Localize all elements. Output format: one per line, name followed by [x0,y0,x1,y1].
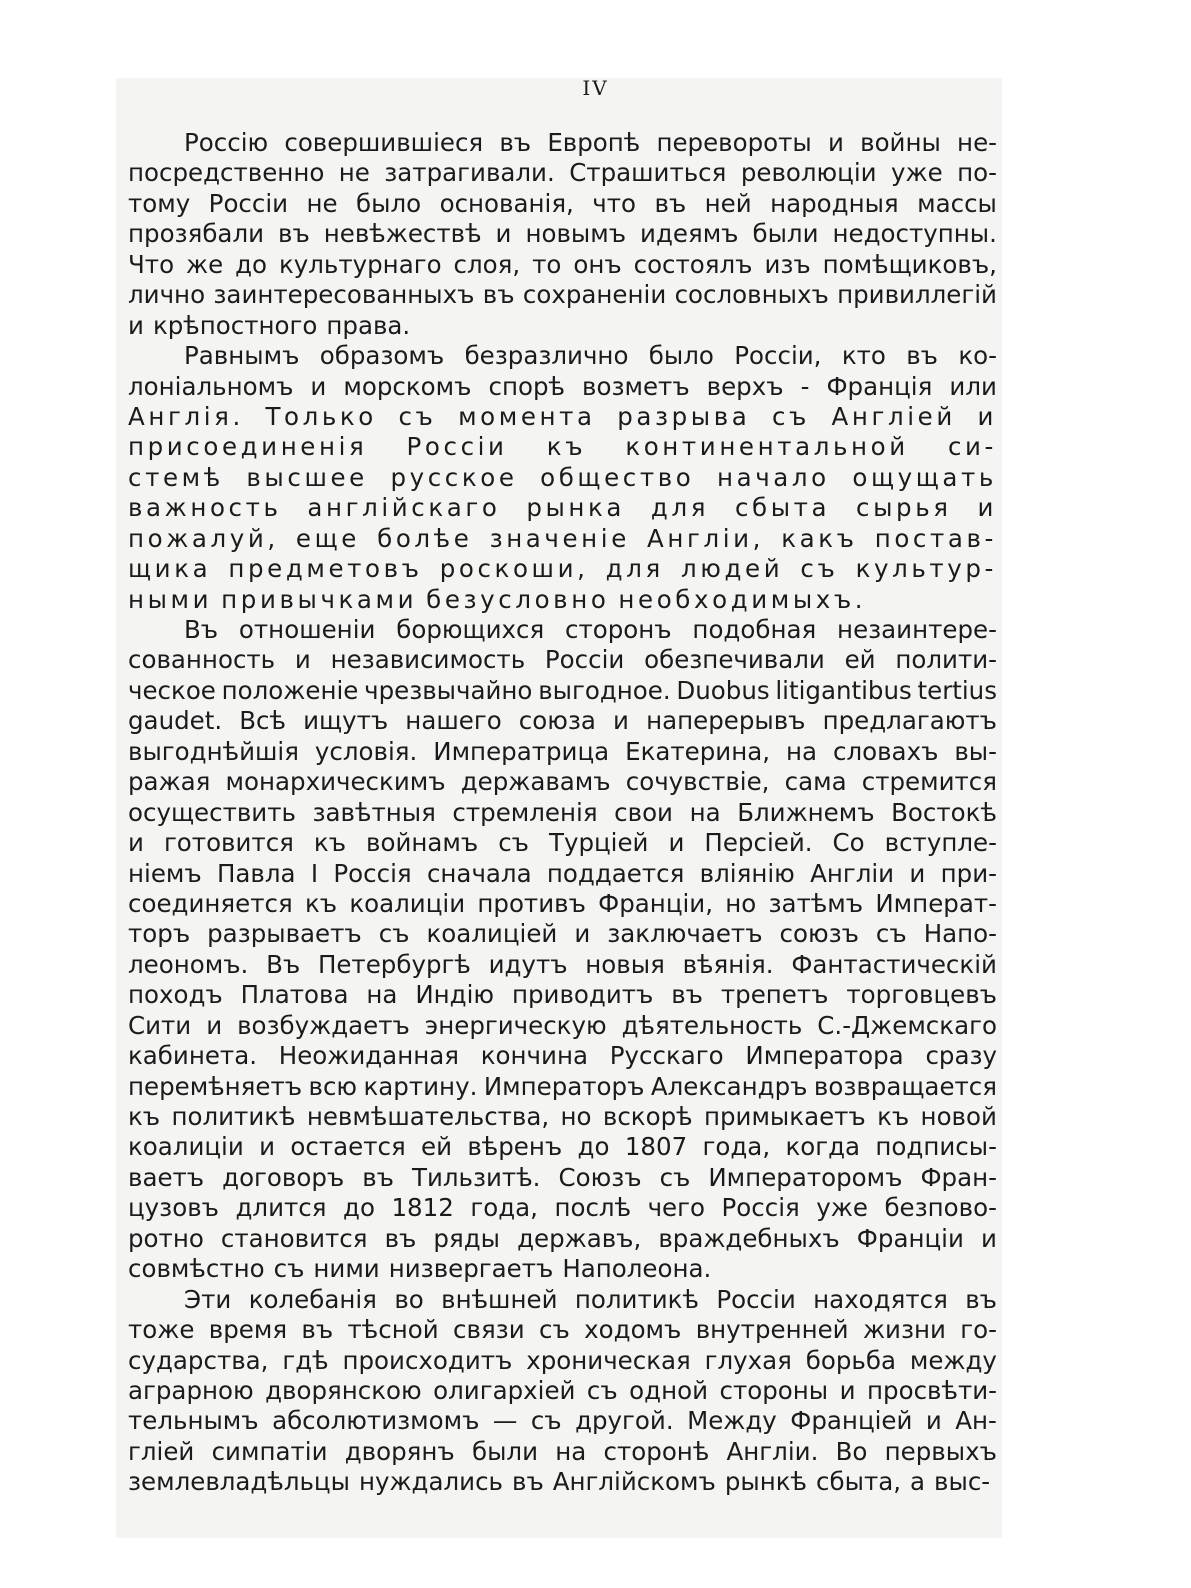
text-line: выгоднѣйшія условія. Императрица Екатерина, на словахъ вы- [128,736,997,766]
text-line: щика предметовъ роскоши, для людей съ культур- [128,554,997,584]
page-number: IV [582,76,609,100]
text-line: gaudet. Всѣ ищутъ нашего союза и наперерывъ предлагаютъ [128,706,997,736]
text-line: важность англійскаго рынка для сбыта сырья и [128,493,997,523]
text-line: ваетъ договоръ въ Тильзитѣ. Союзъ съ Императоромъ Фран- [128,1162,997,1192]
text-line: присоединенія Россіи къ континентальной си- [128,432,997,462]
text-line: соединяется къ коалиціи противъ Франціи, но затѣмъ Императ- [128,888,997,918]
text-line: тоже время въ тѣсной связи съ ходомъ внутренней жизни го- [128,1315,997,1345]
text-line: перемѣняетъ всю картину. Императоръ Александръ возвращается [128,1071,997,1101]
paragraph [128,128,997,341]
paragraph [128,341,997,615]
text-line: тельнымъ абсолютизмомъ — съ другой. Между Франціей и Ан- [128,1406,997,1436]
text-line: Эти колебанія во внѣшней политикѣ Россіи находятся въ [184,1284,997,1314]
text-line: Англія. Только съ момента разрыва съ Англіей и [128,401,997,431]
text-line: Сити и возбуждаетъ энергическую дѣятельность С.-Джемскаго [128,1010,997,1040]
text-line: ными привычками безусловно необходимыхъ. [128,584,867,614]
text-line: и крѣпостного права. [128,310,411,340]
text-line: Россію совершившіеся въ Европѣ перевороты и войны не- [184,128,997,157]
text-line: аграрною дворянскою олигархіей съ одной стороны и просвѣти- [128,1375,997,1405]
text-line: тому Россіи не было основанія, что въ ней народныя массы [128,188,997,218]
paragraph [128,1285,997,1498]
text-line: гліей симпатіи дворянъ были на сторонѣ Англіи. Во первыхъ [128,1436,997,1466]
text-line: лоніальномъ и морскомъ спорѣ возметъ верхъ - Франція или [128,371,997,401]
text-line: посредственно не затрагивали. Страшиться революціи уже по- [128,158,997,188]
text-line: къ политикѣ невмѣшательства, но вскорѣ примыкаетъ къ новой [128,1102,997,1131]
text-line: Въ отношеніи борющихся сторонъ подобная незаинтере- [184,615,997,644]
text-line: сованность и независимость Россіи обезпечивали ей полити- [128,645,997,675]
text-line: коалиціи и остается ей вѣренъ до 1807 года, когда подписы- [128,1132,997,1162]
text-line: ніемъ Павла I Россія сначала поддается вліянію Англіи и при- [128,858,997,888]
text-line: осуществить завѣтныя стремленія свои на Ближнемъ Востокѣ [128,797,997,827]
text-line: стемѣ высшее русское общество начало ощущать [128,462,997,492]
text-line: прозябали въ невѣжествѣ и новымъ идеямъ были недоступны. [128,219,997,249]
text-line: ражая монархическимъ державамъ сочувствіе, сама стремится [128,767,997,797]
text-line: лично заинтересованныхъ въ сохраненіи сословныхъ привиллегій [128,280,997,310]
paragraph [128,615,997,1285]
text-line: сударства, гдѣ происходитъ хроническая глухая борьба между [128,1345,997,1375]
text-line: походъ Платова на Индію приводитъ въ трепетъ торговцевъ [128,980,997,1010]
text-line: цузовъ длится до 1812 года, послѣ чего Россія уже безпово- [128,1193,997,1223]
text-line: ротно становится въ ряды державъ, враждебныхъ Франціи и [128,1223,997,1253]
text-line: кабинета. Неожиданная кончина Русскаго Императора сразу [128,1041,997,1071]
text-line: леономъ. Въ Петербургѣ идутъ новыя вѣянія. Фантастическій [128,949,997,979]
text-line: совмѣстно съ ними низвергаетъ Наполеона. [128,1254,712,1284]
text-line: Равнымъ образомъ безразлично было Россіи, кто въ ко- [184,341,997,371]
text-line: и готовится къ войнамъ съ Турціей и Персіей. Со вступле- [128,828,997,858]
text-line: торъ разрываетъ съ коалиціей и заключаетъ союзъ съ Напо- [128,919,997,949]
text-line: пожалуй, еще болѣе значеніе Англіи, какъ постав- [128,523,997,553]
text-line: землевладѣльцы нуждались въ Англійскомъ рынкѣ сбыта, а выс- [128,1467,991,1497]
text-line: Что же до культурнаго слоя, то онъ состоялъ изъ помѣщиковъ, [128,249,997,279]
text-line: ческое положеніе чрезвычайно выгодное. Duobus litigantibus tertius [128,675,997,705]
page-body [128,128,997,1498]
